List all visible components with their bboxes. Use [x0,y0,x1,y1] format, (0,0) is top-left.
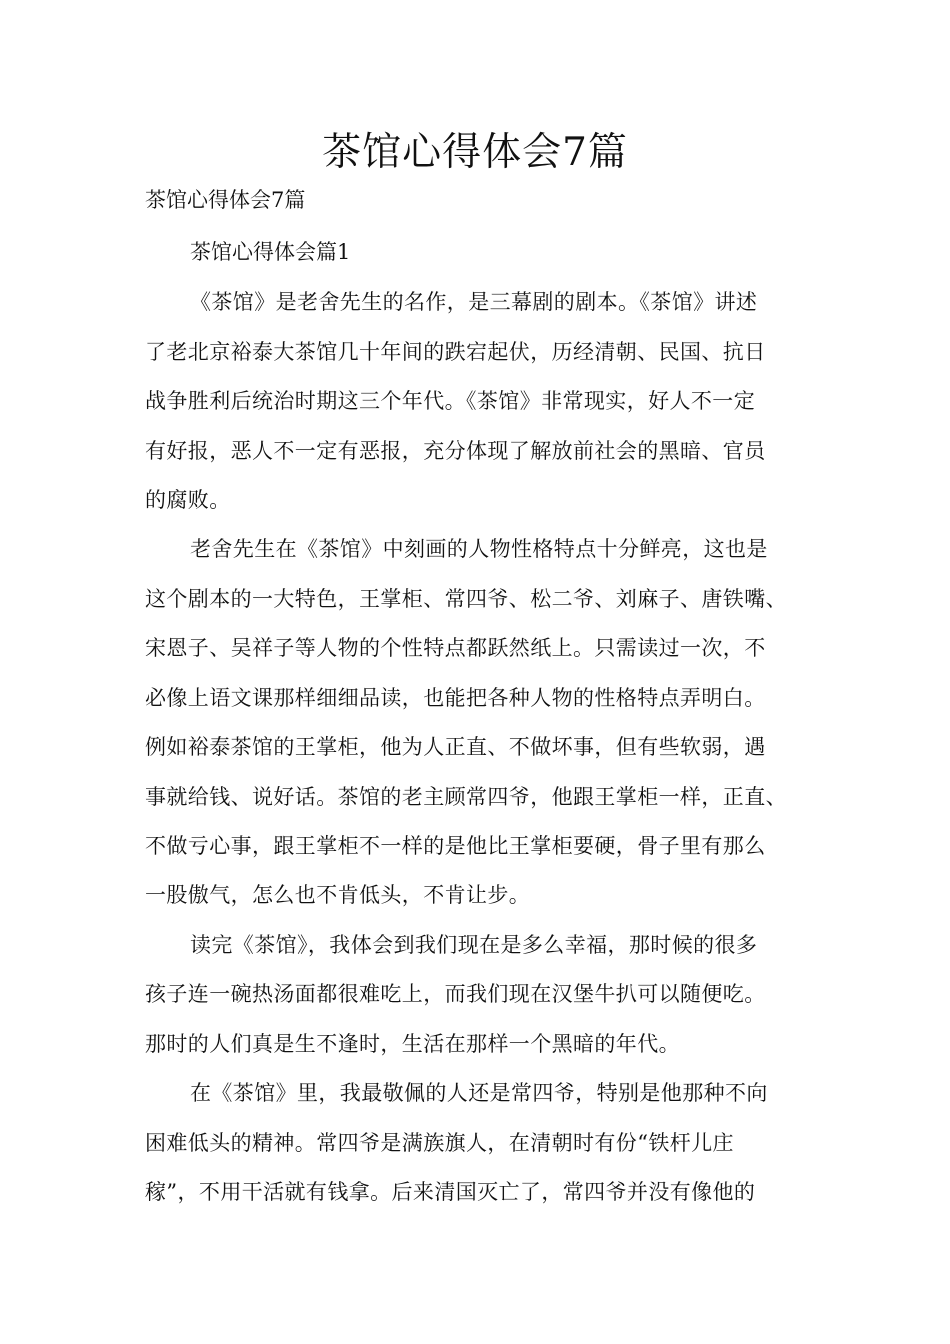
paragraph-line: 战争胜利后统治时期这三个年代。《茶馆》非常现实，好人不一定 [145,389,756,413]
paragraph-line: 例如裕泰茶馆的王掌柜，他为人正直、不做坏事，但有些软弱，遇 [145,735,766,759]
paragraph-line: 不做亏心事，跟王掌柜不一样的是他比王掌柜要硬，骨子里有那么 [145,834,766,858]
paragraph-line: 了老北京裕泰大茶馆几十年间的跌宕起伏，历经清朝、民国、抗日 [145,340,766,364]
document-subtitle: 茶馆心得体会7篇 [145,188,306,212]
section-heading: 茶馆心得体会篇1 [190,240,351,264]
paragraph-line: 稼”，不用干活就有钱拿。后来清国灭亡了，常四爷并没有像他的 [145,1180,756,1204]
paragraph-line: 事就给钱、说好话。茶馆的老主顾常四爷，他跟王掌柜一样，正直、 [145,785,787,809]
paragraph-line: 在《茶馆》里，我最敬佩的人还是常四爷，特别是他那种不向 [190,1081,768,1105]
paragraph-line: 老舍先生在《茶馆》中刻画的人物性格特点十分鲜亮，这也是 [190,537,768,561]
paragraph-line: 必像上语文课那样细细品读，也能把各种人物的性格特点弄明白。 [145,686,766,710]
paragraph-line: 一股傲气，怎么也不肯低头，不肯让步。 [145,883,531,907]
paragraph-line: 宋恩子、吴祥子等人物的个性特点都跃然纸上。只需读过一次，不 [145,636,766,660]
paragraph-line: 孩子连一碗热汤面都很难吃上，而我们现在汉堡牛扒可以随便吃。 [145,982,766,1006]
paragraph-line: 读完《茶馆》，我体会到我们现在是多么幸福，那时候的很多 [190,933,758,957]
paragraph-line: 的腐败。 [145,488,231,512]
paragraph-line: 有好报，恶人不一定有恶报，充分体现了解放前社会的黑暗、官员 [145,439,766,463]
paragraph-line: 《茶馆》是老舍先生的名作，是三幕剧的剧本。《茶馆》讲述 [190,290,758,314]
paragraph-line: 困难低头的精神。常四爷是满族旗人，在清朝时有份“铁杆儿庄 [145,1131,734,1155]
document-title: 茶馆心得体会7篇 [322,130,628,175]
paragraph-line: 那时的人们真是生不逢时，生活在那样一个黑暗的年代。 [145,1032,680,1056]
paragraph-line: 这个剧本的一大特色，王掌柜、常四爷、松二爷、刘麻子、唐铁嘴、 [145,587,787,611]
